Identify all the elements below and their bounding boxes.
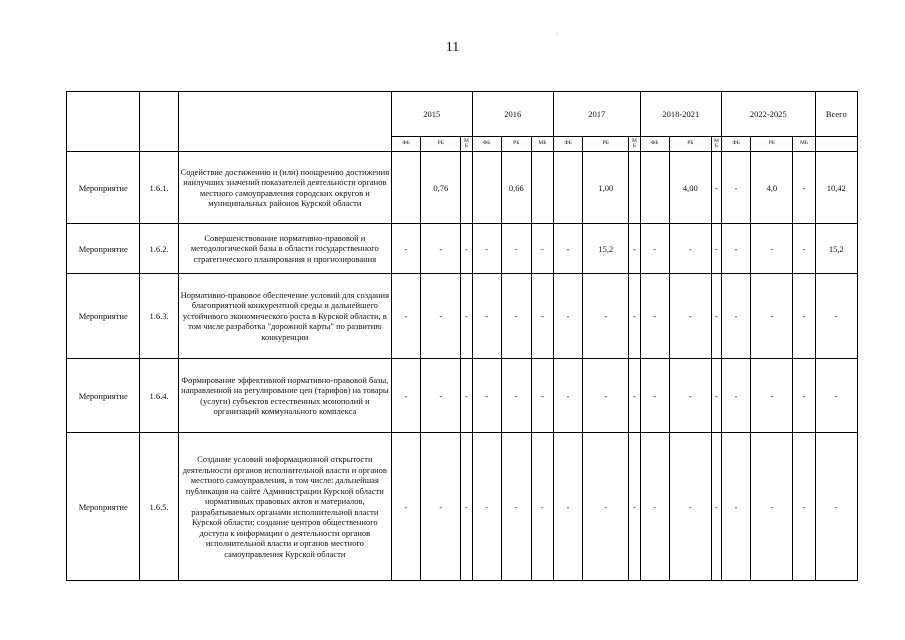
value-cell: - <box>722 433 751 581</box>
value-cell: - <box>531 274 553 359</box>
value-cell: - <box>751 224 793 274</box>
row-description: Совершенствование нормативно-правовой и методологической базы в области государственного стратегического планирования и прогнозирования <box>178 224 391 274</box>
table-row <box>67 433 858 581</box>
value-cell: - <box>629 224 640 274</box>
value-cell: - <box>392 433 421 581</box>
value-cell <box>640 152 669 224</box>
row-description: Создание условий информационной открытости деятельности органов исполнительной власти и органов местного самоуправления, в том числе: дальнейшая публикация на сайте Администрации Курской области нормативных правовых актов и материалов, разрабатываемых органами исполнительной власти Курской области; создание центров общественного доступа к информации о деятельности органов исполнительной власти и органов местного самоуправления Курской области <box>178 433 391 581</box>
value-cell: 0,76 <box>421 152 461 224</box>
value-cell: - <box>669 274 711 359</box>
value-cell: - <box>751 274 793 359</box>
value-cell: - <box>722 224 751 274</box>
value-cell: - <box>421 274 461 359</box>
value-cell: - <box>751 359 793 433</box>
header-total: Всего <box>815 92 857 137</box>
source-rb-2016: РБ <box>501 137 531 152</box>
value-cell: - <box>554 224 583 274</box>
value-cell: - <box>472 224 501 274</box>
row-type: Мероприятие <box>67 433 140 581</box>
source-total-blank <box>815 137 857 152</box>
value-cell: - <box>669 224 711 274</box>
value-cell: - <box>461 359 472 433</box>
value-cell: - <box>793 274 815 359</box>
table-row <box>67 152 858 224</box>
value-cell: - <box>669 433 711 581</box>
source-mb-2018-2021: М Б <box>711 137 721 152</box>
value-cell: - <box>461 224 472 274</box>
value-cell: - <box>793 224 815 274</box>
value-cell: - <box>629 274 640 359</box>
value-cell: - <box>392 274 421 359</box>
value-cell: 4,00 <box>669 152 711 224</box>
value-cell: - <box>461 274 472 359</box>
header-year-2017: 2017 <box>554 92 641 137</box>
value-cell: - <box>793 152 815 224</box>
value-cell <box>629 152 640 224</box>
value-cell: - <box>583 433 629 581</box>
value-cell: - <box>554 274 583 359</box>
value-cell: - <box>392 224 421 274</box>
source-mb-2017: М Б <box>629 137 640 152</box>
row-total: - <box>815 433 857 581</box>
value-cell: - <box>554 359 583 433</box>
value-cell: - <box>421 359 461 433</box>
table-row <box>67 359 858 433</box>
row-total: 15,2 <box>815 224 857 274</box>
value-cell: - <box>751 433 793 581</box>
value-cell: - <box>421 224 461 274</box>
value-cell: - <box>392 359 421 433</box>
table-row <box>67 224 858 274</box>
value-cell: - <box>472 359 501 433</box>
value-cell: - <box>472 274 501 359</box>
row-type: Мероприятие <box>67 224 140 274</box>
value-cell: - <box>711 433 721 581</box>
header-year-2015: 2015 <box>392 92 473 137</box>
source-fb-2022-2025: ФБ <box>722 137 751 152</box>
value-cell: 4,0 <box>751 152 793 224</box>
value-cell: 15,2 <box>583 224 629 274</box>
value-cell: - <box>722 152 751 224</box>
value-cell: - <box>711 152 721 224</box>
value-cell: - <box>629 433 640 581</box>
value-cell: - <box>583 274 629 359</box>
scan-speck: · <box>556 30 559 39</box>
header-blank-type <box>67 92 140 152</box>
value-cell: - <box>583 359 629 433</box>
row-total: - <box>815 359 857 433</box>
value-cell: - <box>531 433 553 581</box>
value-cell: - <box>722 359 751 433</box>
source-mb-2022-2025: МБ <box>793 137 815 152</box>
header-year-2016: 2016 <box>472 92 554 137</box>
value-cell: - <box>722 274 751 359</box>
row-total: - <box>815 274 857 359</box>
value-cell: - <box>501 274 531 359</box>
row-description: Формирование эффективной нормативно-правовой базы, направленной на регулирование цен (тарифов) на товары (услуги) субъектов естественных монополий и организаций коммунального комплекса <box>178 359 391 433</box>
value-cell: - <box>531 224 553 274</box>
header-blank-description <box>178 92 391 152</box>
value-cell: - <box>421 433 461 581</box>
header-year-2018-2021: 2018-2021 <box>640 92 721 137</box>
header-year-2022-2025: 2022-2025 <box>722 92 816 137</box>
table-body <box>67 152 858 581</box>
source-fb-2016: ФБ <box>472 137 501 152</box>
value-cell: - <box>793 433 815 581</box>
row-type: Мероприятие <box>67 274 140 359</box>
source-rb-2015: РБ <box>421 137 461 152</box>
source-rb-2022-2025: РБ <box>751 137 793 152</box>
source-mb-2016: МБ <box>531 137 553 152</box>
value-cell: - <box>640 274 669 359</box>
value-cell <box>472 152 501 224</box>
row-code: 1.6.3. <box>140 274 178 359</box>
page-number: 11 <box>445 40 460 55</box>
row-total: 10,42 <box>815 152 857 224</box>
source-fb-2018-2021: ФБ <box>640 137 669 152</box>
value-cell: 1,00 <box>583 152 629 224</box>
value-cell <box>461 152 472 224</box>
value-cell: - <box>711 224 721 274</box>
source-rb-2017: РБ <box>583 137 629 152</box>
value-cell: - <box>711 359 721 433</box>
source-mb-2015: М Б <box>461 137 472 152</box>
value-cell: - <box>669 359 711 433</box>
source-fb-2017: ФБ <box>554 137 583 152</box>
row-description: Содействие достижению и (или) поощрению достижения наилучших значений показателей деятельности органов местного самоуправления городских округов и муниципальных районов Курской области <box>178 152 391 224</box>
value-cell: - <box>640 359 669 433</box>
value-cell: - <box>461 433 472 581</box>
value-cell: - <box>501 433 531 581</box>
value-cell: - <box>629 359 640 433</box>
budget-table <box>66 91 858 581</box>
value-cell <box>554 152 583 224</box>
value-cell: - <box>711 274 721 359</box>
value-cell <box>392 152 421 224</box>
value-cell: - <box>640 433 669 581</box>
row-type: Мероприятие <box>67 152 140 224</box>
row-type: Мероприятие <box>67 359 140 433</box>
value-cell: 0,66 <box>501 152 531 224</box>
source-rb-2018-2021: РБ <box>669 137 711 152</box>
value-cell: - <box>640 224 669 274</box>
value-cell: - <box>501 224 531 274</box>
value-cell: - <box>501 359 531 433</box>
row-description: Нормативно-правовое обеспечение условий для создания благоприятной конкурентной среды и дальнейшего устойчивого экономического роста в Курской области, в том числе разработка "дорожной карты" по развитию конкуренции <box>178 274 391 359</box>
value-cell: - <box>531 359 553 433</box>
value-cell: - <box>472 433 501 581</box>
row-code: 1.6.5. <box>140 433 178 581</box>
table-row <box>67 274 858 359</box>
header-blank-code <box>140 92 178 152</box>
value-cell <box>531 152 553 224</box>
source-fb-2015: ФБ <box>392 137 421 152</box>
row-code: 1.6.1. <box>140 152 178 224</box>
value-cell: - <box>554 433 583 581</box>
row-code: 1.6.4. <box>140 359 178 433</box>
row-code: 1.6.2. <box>140 224 178 274</box>
value-cell: - <box>793 359 815 433</box>
